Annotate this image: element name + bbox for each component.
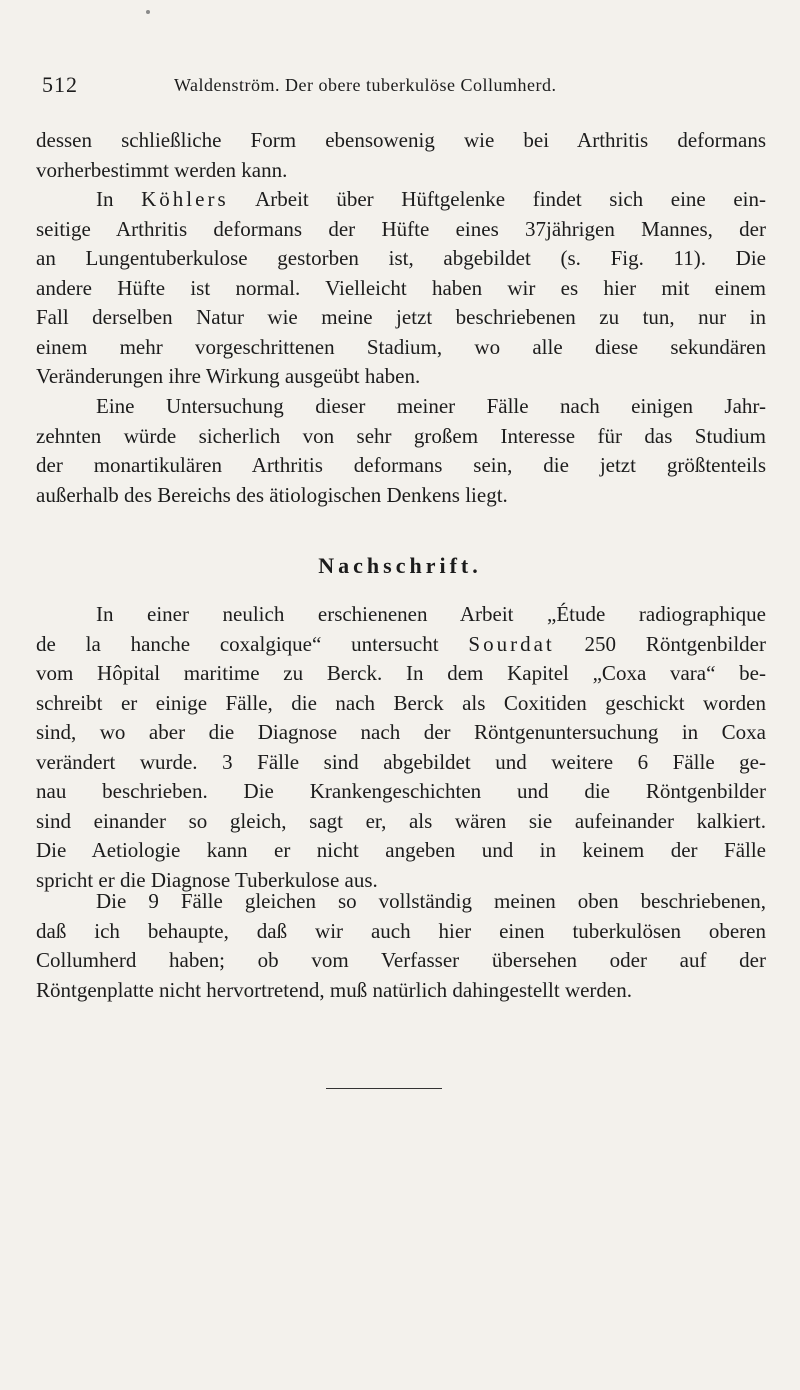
paragraph-3 [36, 392, 766, 510]
text-line: dessen schließliche Form ebensowenig wie bei Arthritis deformans [36, 128, 766, 152]
text-line: außerhalb des Bereichs des ätiologischen Denkens liegt. [36, 482, 508, 507]
text-line: spricht er die Diagnose Tuberkulose aus. [36, 867, 378, 892]
text-line: vorherbestimmt werden kann. [36, 157, 288, 182]
text-line: schreibt er einige Fälle, die nach Berck als Coxitiden geschickt worden [36, 690, 766, 715]
paragraph-4 [36, 600, 766, 895]
section-heading: Nachschrift. [318, 553, 482, 578]
text-line: nau beschrieben. Die Krankengeschichten und die Röntgenbilder [36, 779, 766, 803]
end-rule [326, 1088, 442, 1089]
text-line: seitige Arthritis deformans der Hüfte eines 37jährigen Mannes, der [36, 216, 766, 241]
text-line: vom Hôpital maritime zu Berck. In dem Kapitel „Coxa vara“ be- [36, 661, 766, 685]
text-line: der monartikulären Arthritis deformans sein, die jetzt größtenteils [36, 453, 766, 477]
text-line: Fall derselben Natur wie meine jetzt beschriebenen zu tun, nur in [36, 305, 766, 329]
text-line: In einer neulich erschienenen Arbeit „Étude radiographique [96, 602, 766, 626]
text-line: daß ich behaupte, daß wir auch hier einen tuberkulösen oberen [36, 918, 766, 943]
text-line: einem mehr vorgeschrittenen Stadium, wo alle diese sekundären [36, 334, 766, 359]
paragraph-5 [36, 887, 766, 1005]
text-line: zehnten würde sicherlich von sehr großem Interesse für das Studium [36, 423, 766, 448]
text-fragment: Arbeit über Hüftgelenke findet sich eine ein- [228, 187, 766, 211]
text-line: Veränderungen ihre Wirkung ausgeübt haben. [36, 364, 421, 388]
text-line: sind einander so gleich, sagt er, als wären sie aufeinander kalkiert. [36, 808, 766, 833]
ink-speck [146, 10, 150, 14]
text-fragment: de la hanche coxalgique“ untersucht [36, 631, 469, 656]
text-line: sind, wo aber die Diagnose nach der Röntgenuntersuchung in Coxa [36, 720, 766, 744]
text-line: Collumherd haben; ob vom Verfasser übersehen oder auf der [36, 948, 766, 972]
text-line: Die 9 Fälle gleichen so vollständig meinen oben beschriebenen, [96, 889, 766, 913]
text-line: Röntgenplatte nicht hervortretend, muß natürlich dahingestellt werden. [36, 977, 632, 1002]
text-fragment: In [96, 187, 142, 211]
paragraph-1 [36, 126, 766, 185]
text-line: an Lungentuberkulose gestorben ist, abgebildet (s. Fig. 11). Die [36, 246, 766, 270]
paragraph-2 [36, 185, 766, 392]
text-line: Eine Untersuchung dieser meiner Fälle nach einigen Jahr- [96, 394, 766, 418]
page-header [42, 72, 762, 102]
text-line: andere Hüfte ist normal. Vielleicht haben wir es hier mit einem [36, 275, 766, 300]
page-number: 512 [42, 72, 78, 97]
text-fragment: 250 Röntgenbilder [554, 631, 766, 656]
text-line [36, 630, 766, 660]
text-line: verändert wurde. 3 Fälle sind abgebildet und weitere 6 Fälle ge- [36, 749, 766, 774]
running-head: Waldenström. Der obere tuberkulöse Collumherd. [174, 75, 557, 95]
author-name-koehler: Köhlers [141, 187, 229, 211]
text-line: Die Aetiologie kann er nicht angeben und in keinem der Fälle [36, 838, 766, 862]
text-line [36, 185, 766, 215]
author-name-sourdat: Sourdat [468, 631, 555, 656]
